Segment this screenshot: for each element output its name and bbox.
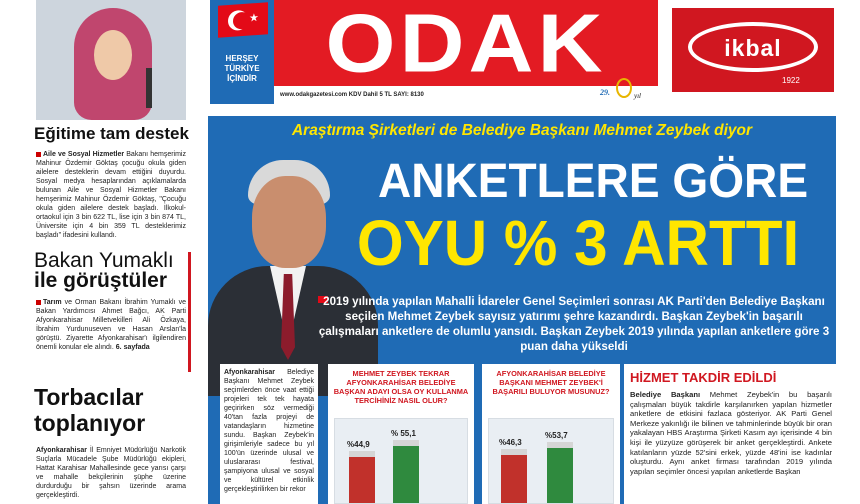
slogan-line3: İÇİNDİR [227, 74, 257, 83]
poll2-bar-cap-2 [547, 442, 573, 448]
flag-star-icon: ★ [249, 11, 259, 25]
poll1-title: MEHMET ZEYBEK TEKRAR AFYONKARAHİSAR BELEDİYE BAŞKAN ADAYI OLSA OY KULLANMA TERCİHİNİZ NASIL OLUR? [333, 369, 469, 405]
poll1-bar-2 [393, 446, 419, 503]
masthead-slogan [210, 54, 274, 84]
hizmet-body [630, 390, 832, 476]
bullet-icon [36, 152, 41, 157]
advert-year: 1922 [782, 76, 800, 85]
story2-page-ref: 6. sayfada [115, 344, 150, 351]
left-column [28, 0, 190, 504]
anniversary-ring-icon [616, 78, 632, 98]
story3-headline-line1: Torbacılar [34, 384, 144, 410]
slogan-line1: HERŞEY [225, 54, 259, 63]
story3-lead: Afyonkarahisar [36, 447, 87, 454]
poll2-title: AFYONKARAHİSAR BELEDİYE BAŞKANI MEHMET ZEYBEK'İ BAŞARILI BULUYOR MUSUNUZ? [492, 369, 610, 396]
main-story [208, 116, 836, 504]
hizmet-story [624, 364, 836, 504]
minister-photo [36, 0, 186, 120]
masthead-info: www.odakgazetesi.com KDV Dahil 5 TL SAYI: 8130 [280, 92, 424, 98]
story2-body [36, 298, 186, 352]
story2-headline-line1: Bakan Yumaklı [34, 249, 174, 272]
poll-box-2 [482, 364, 620, 504]
advert-brand: ikbal [724, 35, 782, 61]
anniversary-number: 29. [600, 88, 610, 97]
photo-face [94, 30, 132, 80]
hizmet-text: Mehmet Zeybek'in bu başarılı çalışmaları büyük takdirle karşılanırken yapılan hizmetler anketlere de etkisini fazlaca gösteriyor. AK Parti Genel Merkeze yakınlığı ile bilinen ve tahminlerinde büyük bir oran yakalayan HBS Araştırma Şirketi Kasım ayı içerisinde 4 bin kişi ile yüzyüze görüşerek bir anket gerçekleştirdi. Ankete katılanların yüzde 52'sini erkek, yüzde 48'ini ise kadınlar oluşturdu. Aynı anket firması tarafından 2019 yılında yapılan seçimler öncesi yapılan anketlerde Başkan [630, 390, 832, 476]
main-headline-line1: ANKETLERE GÖRE [377, 155, 809, 208]
main-deck: 2019 yılında yapılan Mahalli İdareler Genel Seçimleri sonrası AK Parti'den Belediye Başkanı seçilen Mehmet Zeybek sayısız yatırımı şehre kazandırdı. Başkan Zeybek'in başarılı çalışmaları anketlere de olumlu yansıdı. Başkan Zeybek 2019 yılında yapılan anketlere göre 3 puan daha yükseldi [318, 295, 830, 353]
main-headline-line2: OYU % 3 ARTTI [356, 207, 800, 279]
newspaper-logo: ODAK [325, 0, 607, 90]
story2-text: ve Orman Bakanı İbrahim Yumaklı ve Bakan Yardımcısı Ahmet Bağcı, AK Parti Afyonkarahisar Milletvekilleri Ali Özkaya, İbrahim Yurdunuseven ve Hasan Arslan'la görüştü. Ziyarette Afyonkarahisar'ı ilgilendiren önemli konular ele alındı. [36, 299, 186, 351]
column-divider [188, 252, 191, 372]
poll1-bar-1 [349, 457, 375, 503]
bullet-icon [36, 300, 41, 305]
poll-box-1 [328, 364, 474, 504]
poll2-chart [488, 418, 614, 504]
poll2-value-label-2: %53,7 [545, 431, 568, 440]
side-story-lead: Afyonkarahisar [224, 369, 275, 376]
story1-headline: Eğitime tam destek [34, 124, 189, 143]
main-kicker: Araştırma Şirketleri de Belediye Başkanı Mehmet Zeybek diyor [291, 122, 753, 139]
story2-headline-line2: ile görüştüler [34, 269, 168, 292]
photo-microphone [146, 68, 152, 108]
masthead-logo-panel [274, 0, 658, 90]
photo-face [252, 176, 326, 268]
slogan-line2: TÜRKİYE [224, 64, 260, 73]
turkish-flag-icon [218, 2, 268, 37]
ikbal-advert[interactable] [672, 8, 834, 92]
side-story [220, 364, 318, 504]
story2-lead: Tarım [43, 299, 62, 306]
story3-text: İl Emniyet Müdürlüğü Narkotik Suçlarla Mücadele Şube Müdürlüğü ekipleri, Hattat Karahisar Mahallesinde gece yarısı çarşı ve mahalle bekçilerinin şüphe üzerine durdurduğu bir şahsın üzerinde arama gerçekleştirdi. [36, 447, 186, 499]
poll2-bar-2 [547, 448, 573, 503]
hizmet-title: HİZMET TAKDİR EDİLDİ [630, 370, 777, 385]
side-story-text: Belediye Başkanı Mehmet Zeybek seçimlerden önce vaat ettiği projeleri tek tek hayata geçirirken söz vermediği 40'tan fazla projeyi de vatandaşların hizmetine sundu. Başkan Zeybek'in girişimleriyle sadece bu yıl 100'ün üzerinde ulusal ve uluslararası festival, şampiyona ulusal ve sosyal ve kültürel etkinlik gerçekleştirilirken bir rekor [224, 369, 314, 493]
poll1-bar-cap-2 [393, 440, 419, 446]
flag-crescent-cut [233, 12, 250, 30]
story1-lead: Aile ve Sosyal Hizmetler [43, 151, 125, 158]
masthead-blue-panel [210, 0, 274, 104]
poll1-bar-cap-1 [349, 451, 375, 457]
poll2-bar-1 [501, 455, 527, 503]
story1-body [36, 150, 186, 240]
story3-headline-line2: toplanıyor [34, 410, 146, 436]
anniversary-unit: yıl [634, 92, 641, 100]
poll2-bar-cap-1 [501, 449, 527, 455]
poll1-value-label-1: %44,9 [347, 440, 370, 449]
story3-body [36, 446, 186, 500]
side-story-body [224, 368, 314, 494]
story1-text: Bakanı hemşerimiz Mahinur Özdemir Göktaş çocuğu okula giden ailelere desteklerin devam ettiğini duyurdu. Sosyal medya hesaplarından açıklamalarda bulunan Aile ve Sosyal Hizmetler Bakanı hemşerimiz Mahinur Özdemir Göktaş, "Çocuğu okula giden ailelere destek başladı. İlkokul-ortaokul için 3 bin 622 TL, lise için 3 bin 874 TL, Üniversite için 4 bin 359 TL desteklerimiz başladı" ifadesini kullandı. [36, 151, 186, 239]
poll1-value-label-2: % 55,1 [391, 429, 416, 438]
poll1-chart [334, 418, 468, 504]
hizmet-lead: Belediye Başkanı [630, 390, 701, 399]
poll2-value-label-1: %46,3 [499, 438, 522, 447]
